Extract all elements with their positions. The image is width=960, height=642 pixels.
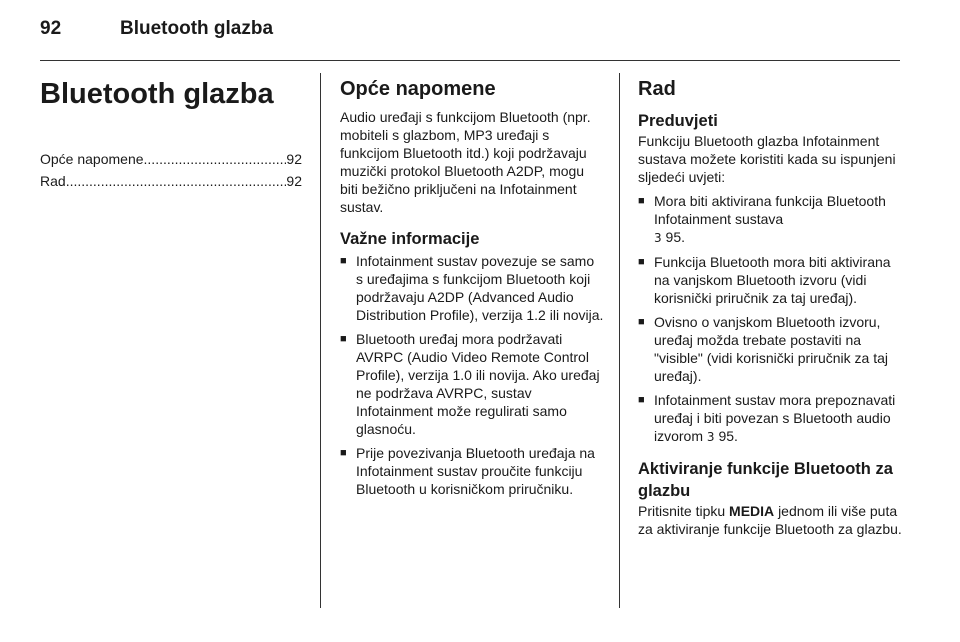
table-of-contents (40, 150, 302, 190)
toc-dot-leader (144, 150, 287, 168)
bullet-list (638, 192, 902, 446)
section-heading: Opće napomene (340, 78, 496, 100)
column-operation (638, 76, 902, 538)
column-divider-left (320, 73, 321, 608)
list-item: ■ Funkcija Bluetooth mora biti aktivirana na vanjskom Bluetooth izvoru (vidi korisnički priručnik za taj uređaj). (638, 253, 902, 307)
subsection-heading: Aktiviranje funkcije Bluetooth za glazbu (638, 460, 893, 500)
intro-paragraph: Funkciju Bluetooth glazba Infotainment sustava možete koristiti kada su ispunjeni sljedeći uvjeti: (638, 133, 896, 185)
toc-entry-label: Rad (40, 173, 66, 189)
instruction-text: jednom ili više puta za aktiviranje funkcije Bluetooth za glazbu. (638, 503, 902, 537)
section-heading: Rad (638, 78, 676, 100)
list-item-text: Infotainment sustav mora prepoznavati uređaj i biti povezan s Bluetooth audio izvorom (654, 392, 896, 444)
column-general-notes (340, 76, 604, 498)
header-rule (40, 60, 900, 61)
list-item: ■ Prije povezivanja Bluetooth uređaja na Infotainment sustav proučite funkciju Bluetooth u korisničkom priručniku. (340, 444, 604, 498)
list-item: ■ Ovisno o vanjskom Bluetooth izvoru, uređaj možda trebate postaviti na "visible" (vidi korisnički priručnik za taj uređaj). (638, 313, 902, 385)
page-reference-icon: 3 (654, 231, 662, 245)
page-header (40, 18, 900, 48)
toc-entry[interactable] (40, 172, 302, 190)
toc-entry-page: 92 (286, 173, 302, 189)
chapter-title: Bluetooth glazba (40, 78, 274, 110)
page-reference[interactable]: 95. (665, 229, 685, 245)
toc-dot-leader (66, 172, 287, 190)
bullet-list (340, 252, 604, 498)
instruction-text: Pritisnite tipku (638, 503, 726, 519)
media-key-label: MEDIA (729, 503, 775, 519)
running-title: Bluetooth glazba (120, 18, 274, 39)
toc-entry[interactable] (40, 150, 302, 168)
page-reference-icon: 3 (706, 430, 715, 444)
column-toc (40, 76, 302, 190)
list-item: ■ Bluetooth uređaj mora podržavati AVRPC (Audio Video Remote Control Profile), verzija 1.0 ili novija. Ako uređaj ne podržava AVRPC, sustav Infotainment može regulirati samo glasnoću. (340, 330, 604, 438)
intro-paragraph: Audio uređaji s funkcijom Bluetooth (npr. mobiteli s glazbom, MP3 uređaji s funkcijom Bluetooth itd.) koji podržavaju muzički protokol Bluetooth A2DP, mogu biti bežično priključeni na Infotainment sustav. (340, 109, 591, 215)
toc-entry-label: Opće napomene (40, 151, 144, 167)
page-reference[interactable]: 95. (718, 428, 738, 444)
list-item (638, 192, 902, 247)
page-number: 92 (40, 18, 62, 39)
instruction-paragraph (638, 502, 902, 538)
subsection-heading: Preduvjeti (638, 112, 718, 130)
list-item: ■ Infotainment sustav povezuje se samo s uređajima s funkcijom Bluetooth koji podržavaju A2DP (Advanced Audio Distribution Profile), verzija 1.2 ili novija. (340, 252, 604, 324)
column-divider-right (619, 73, 620, 608)
toc-entry-page: 92 (286, 151, 302, 167)
subsection-heading: Važne informacije (340, 230, 480, 248)
list-item (638, 391, 902, 446)
list-item-text: Mora biti aktivirana funkcija Bluetooth Infotainment sustava (654, 193, 886, 227)
